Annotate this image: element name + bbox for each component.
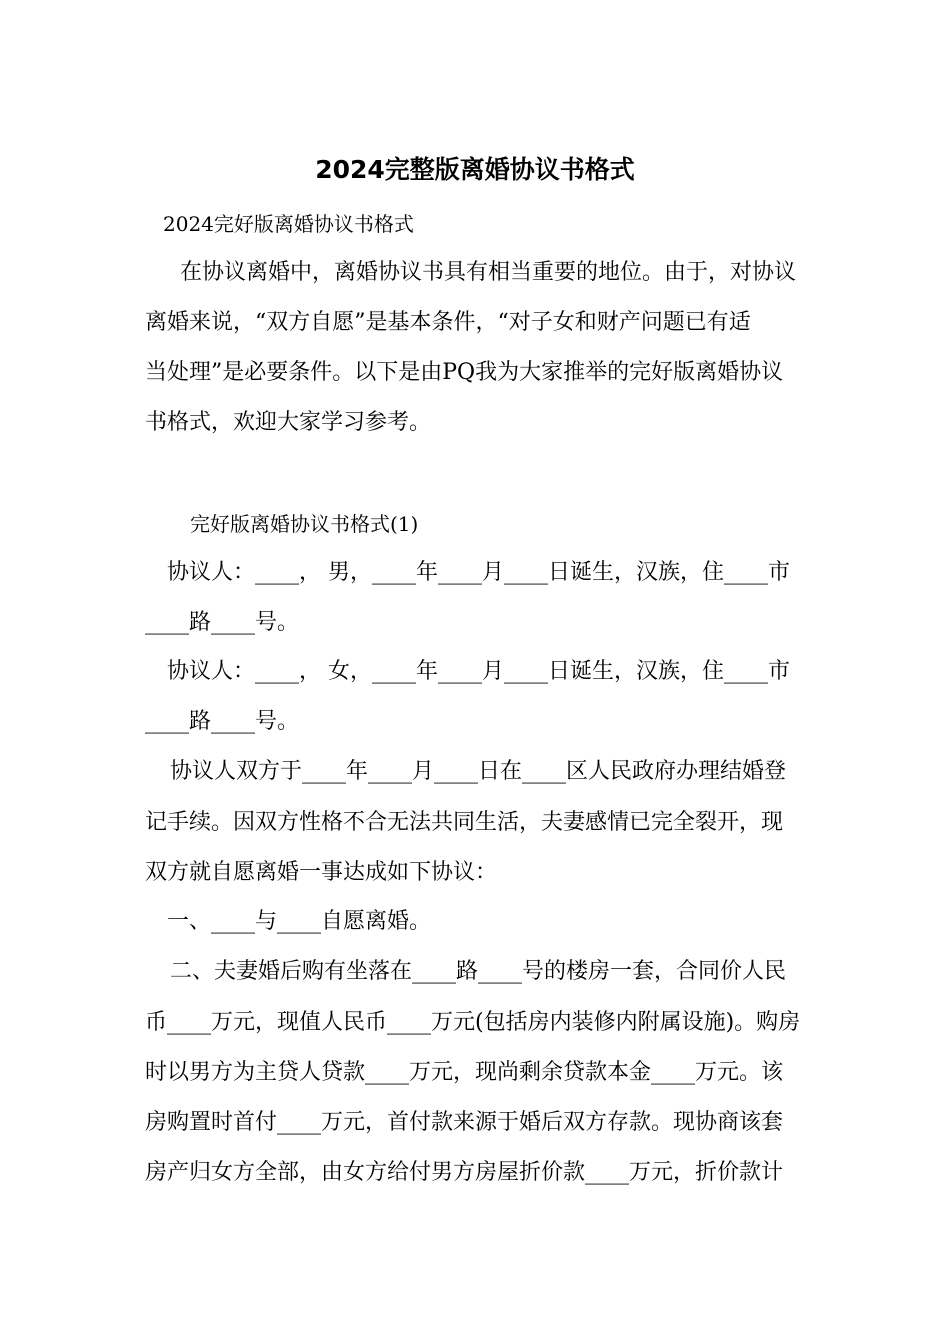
clause-2-line: 币____万元，现值人民币____万元(包括房内装修内附属设施)。购房 bbox=[145, 1010, 801, 1035]
document-title: 2024完整版离婚协议书格式 bbox=[315, 155, 635, 184]
clause-2-line: 房产归女方全部，由女方给付男方房屋折价款____万元，折价款计 bbox=[145, 1160, 784, 1185]
party1-line: ____路____号。 bbox=[145, 610, 300, 635]
document-subtitle: 2024完好版离婚协议书格式 bbox=[163, 212, 414, 236]
clause-2-line: 时以男方为主贷人贷款____万元，现尚剩余贷款本金____万元。该 bbox=[145, 1060, 784, 1085]
intro-line: 离婚来说，“双方自愿”是基本条件，“对子女和财产问题已有适 bbox=[145, 310, 751, 335]
registration-line: 记手续。因双方性格不合无法共同生活，夫妻感情已完全裂开，现 bbox=[145, 810, 784, 835]
section-heading: 完好版离婚协议书格式(1) bbox=[190, 512, 419, 536]
registration-line: 协议人双方于____年____月____日在____区人民政府办理结婚登 bbox=[170, 759, 787, 784]
intro-line: 当处理”是必要条件。以下是由PQ我为大家推举的完好版离婚协议 bbox=[145, 360, 784, 385]
clause-1: 一、____与____自愿离婚。 bbox=[167, 909, 432, 934]
intro-line: 书格式，欢迎大家学习参考。 bbox=[145, 410, 432, 435]
intro-line: 在协议离婚中，离婚协议书具有相当重要的地位。由于，对协议 bbox=[180, 260, 797, 285]
clause-2-line: 二、夫妻婚后购有坐落在____路____号的楼房一套，合同价人民 bbox=[170, 959, 787, 984]
registration-line: 双方就自愿离婚一事达成如下协议： bbox=[145, 860, 498, 885]
clause-2-line: 房购置时首付____万元，首付款来源于婚后双方存款。现协商该套 bbox=[145, 1110, 784, 1135]
party2-line: 协议人：____， 女，____年____月____日诞生，汉族，住____市 bbox=[167, 659, 790, 684]
party2-line: ____路____号。 bbox=[145, 709, 300, 734]
party1-line: 协议人：____， 男，____年____月____日诞生，汉族，住____市 bbox=[167, 560, 790, 585]
